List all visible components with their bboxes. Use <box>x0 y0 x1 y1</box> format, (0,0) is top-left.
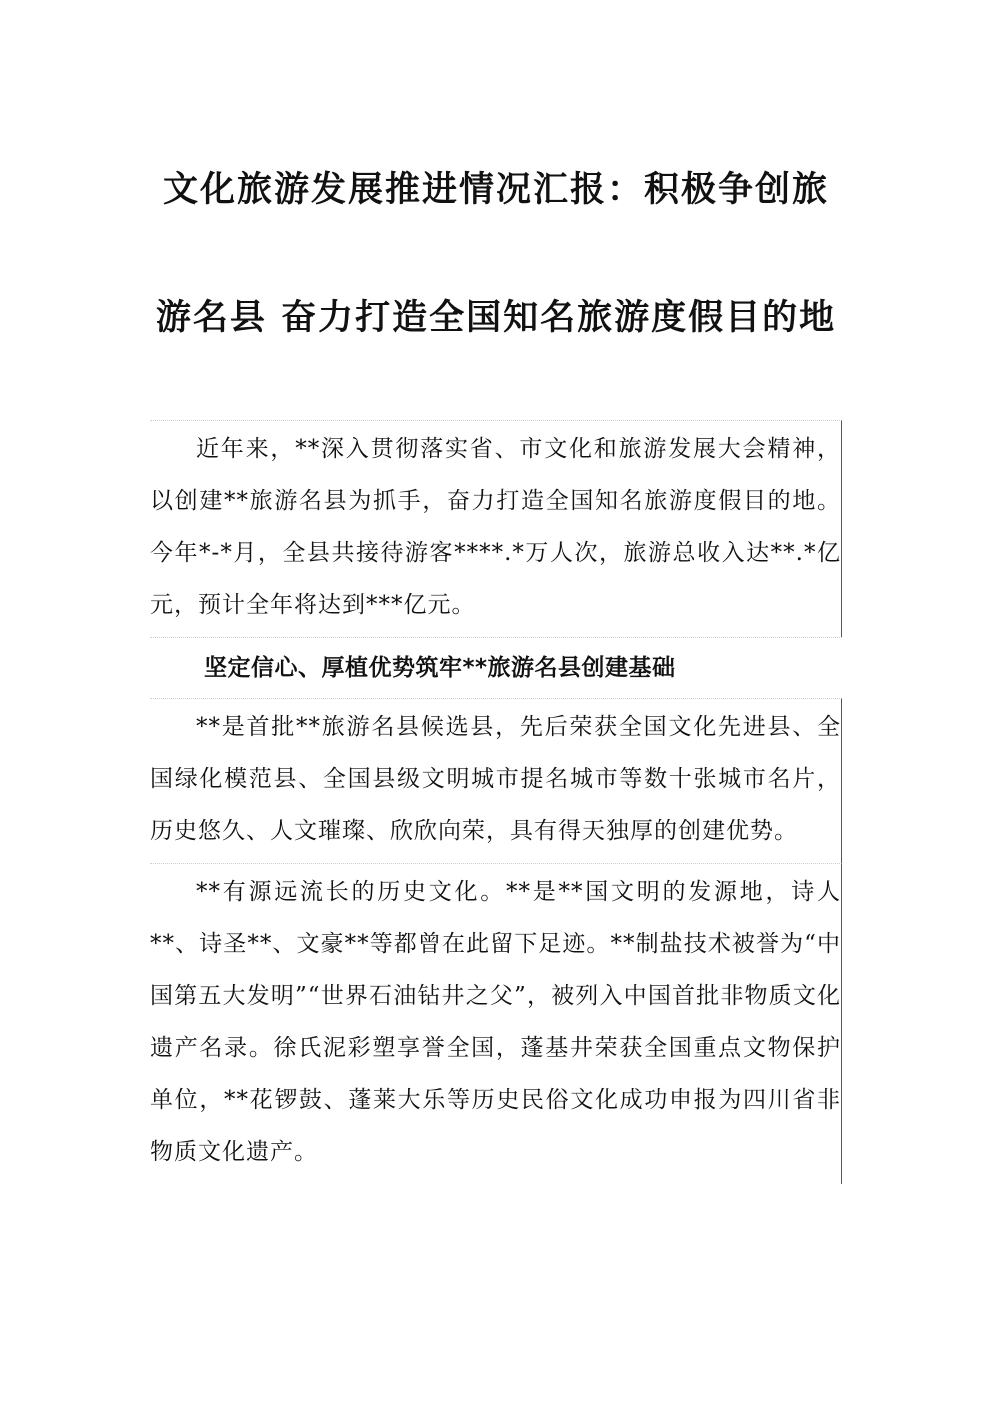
document-body <box>150 420 842 1184</box>
paragraph-intro: 近年来，**深入贯彻落实省、市文化和旅游发展大会精神，以创建**旅游名县为抓手，奋力打造全国知名旅游度假目的地。今年*-*月，全县共接待游客****.*万人次，旅游总收入达**.*亿元，预计全年将达到***亿元。 <box>150 420 842 637</box>
paragraph-history: **有源远流长的历史文化。**是**国文明的发源地，诗人**、诗圣**、文豪**等都曾在此留下足迹。**制盐技术被誉为“中国第五大发明”“世界石油钻井之父”，被列入中国首批非物质文化遗产名录。徐氏泥彩塑享誉全国，蓬基井荣获全国重点文物保护单位，**花锣鼓、蓬莱大乐等历史民俗文化成功申报为四川省非物质文化遗产。 <box>150 863 842 1184</box>
document-title-line-1: 文化旅游发展推进情况汇报：积极争创旅 <box>162 170 829 210</box>
paragraph-advantages: **是首批**旅游名县候选县，先后荣获全国文化先进县、全国绿化模范县、全国县级文明城市提名城市等数十张城市名片，历史悠久、人文璀璨、欣欣向荣，具有得天独厚的创建优势。 <box>150 698 842 863</box>
document-title-line-2: 游名县 奋力打造全国知名旅游度假目的地 <box>155 298 837 338</box>
section-heading: 坚定信心、厚植优势筑牢**旅游名县创建基础 <box>150 637 842 698</box>
